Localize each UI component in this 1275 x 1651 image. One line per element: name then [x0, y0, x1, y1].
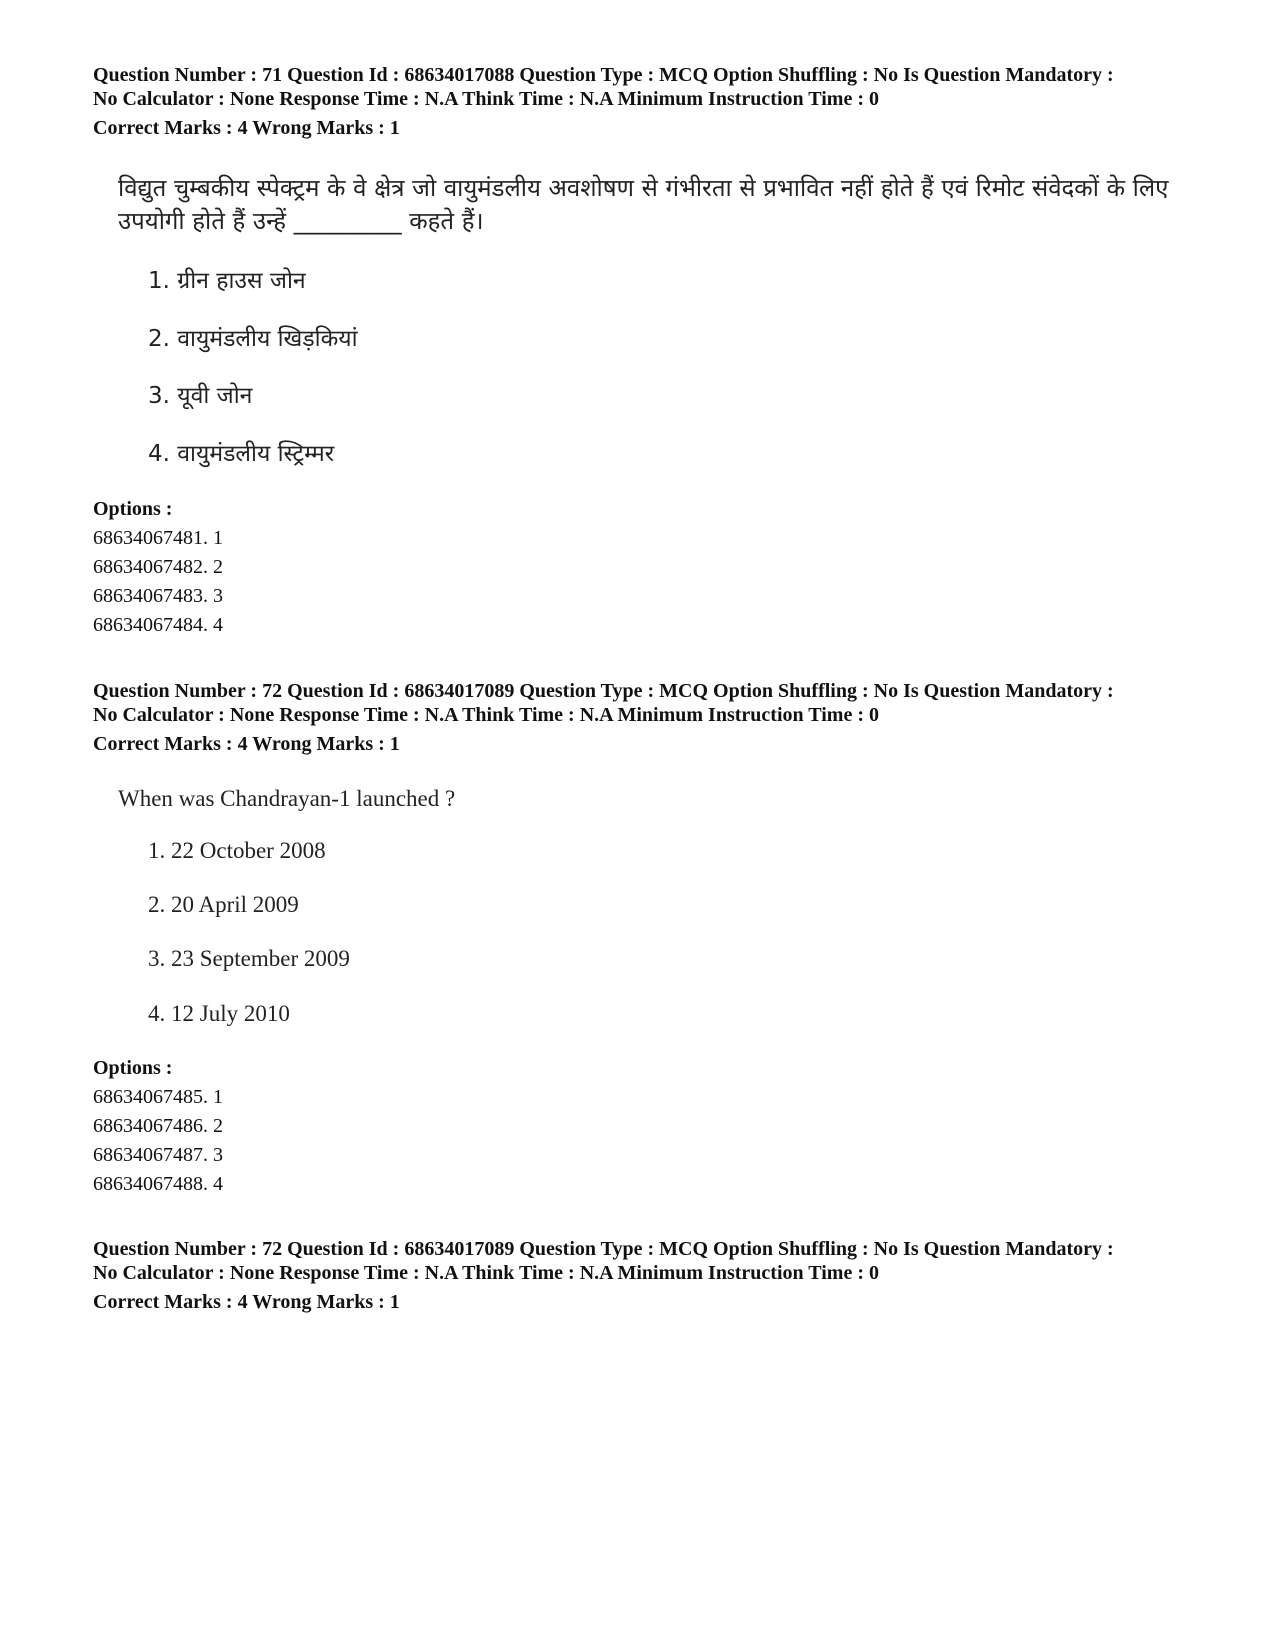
option-row: 68634067488. 4: [93, 1173, 223, 1195]
question-meta-line-1: Question Number : 72 Question Id : 68634017089 Question Type : MCQ Option Shuffling : No Is Question Mandatory :: [93, 1238, 1114, 1260]
options-label: Options :: [93, 1057, 173, 1079]
question-72-header: [93, 679, 1193, 756]
choice-2: 2. 20 April 2009: [148, 892, 299, 917]
question-text: विद्युत चुम्बकीय स्पेक्ट्रम के वे क्षेत्र जो वायुमंडलीय अवशोषण से गंभीरता से प्रभावित नहीं होते हैं एवं रिमोट संवेदकों के लिए उपयोगी होते हैं उन्हें _________ कहते हैं।: [118, 174, 1169, 235]
question-marks: Correct Marks : 4 Wrong Marks : 1: [93, 117, 400, 139]
choice-3: 3. यूवी जोन: [148, 383, 253, 409]
question-meta-line-1: Question Number : 72 Question Id : 68634017089 Question Type : MCQ Option Shuffling : No Is Question Mandatory :: [93, 680, 1114, 702]
option-row: 68634067481. 1: [93, 527, 223, 549]
option-row: 68634067483. 3: [93, 585, 223, 607]
choice-1: 1. 22 October 2008: [148, 838, 326, 863]
question-marks: Correct Marks : 4 Wrong Marks : 1: [93, 733, 400, 755]
question-71-text: [118, 172, 1198, 238]
question-meta-line-1: Question Number : 71 Question Id : 68634017088 Question Type : MCQ Option Shuffling : No Is Question Mandatory :: [93, 64, 1114, 86]
question-meta-line-2: No Calculator : None Response Time : N.A Think Time : N.A Minimum Instruction Time : 0: [93, 704, 879, 726]
choice-2: 2. वायुमंडलीय खिड़कियां: [148, 326, 358, 352]
choice-4: 4. 12 July 2010: [148, 1001, 290, 1026]
choice-4: 4. वायुमंडलीय स्ट्रिम्मर: [148, 441, 335, 467]
option-row: 68634067486. 2: [93, 1115, 223, 1137]
question-text: When was Chandrayan-1 launched ?: [118, 786, 456, 811]
question-meta-line-2: No Calculator : None Response Time : N.A Think Time : N.A Minimum Instruction Time : 0: [93, 1262, 879, 1284]
choice-1: 1. ग्रीन हाउस जोन: [148, 268, 306, 294]
question-71-header: [93, 63, 1193, 140]
option-row: 68634067485. 1: [93, 1086, 223, 1108]
option-row: 68634067482. 2: [93, 556, 223, 578]
choice-3: 3. 23 September 2009: [148, 946, 350, 971]
question-meta-line-2: No Calculator : None Response Time : N.A Think Time : N.A Minimum Instruction Time : 0: [93, 88, 879, 110]
option-row: 68634067484. 4: [93, 614, 223, 636]
option-row: 68634067487. 3: [93, 1144, 223, 1166]
question-72-repeat-header: [93, 1237, 1193, 1314]
options-label: Options :: [93, 498, 173, 520]
question-72-text: [118, 785, 1198, 813]
question-marks: Correct Marks : 4 Wrong Marks : 1: [93, 1291, 400, 1313]
